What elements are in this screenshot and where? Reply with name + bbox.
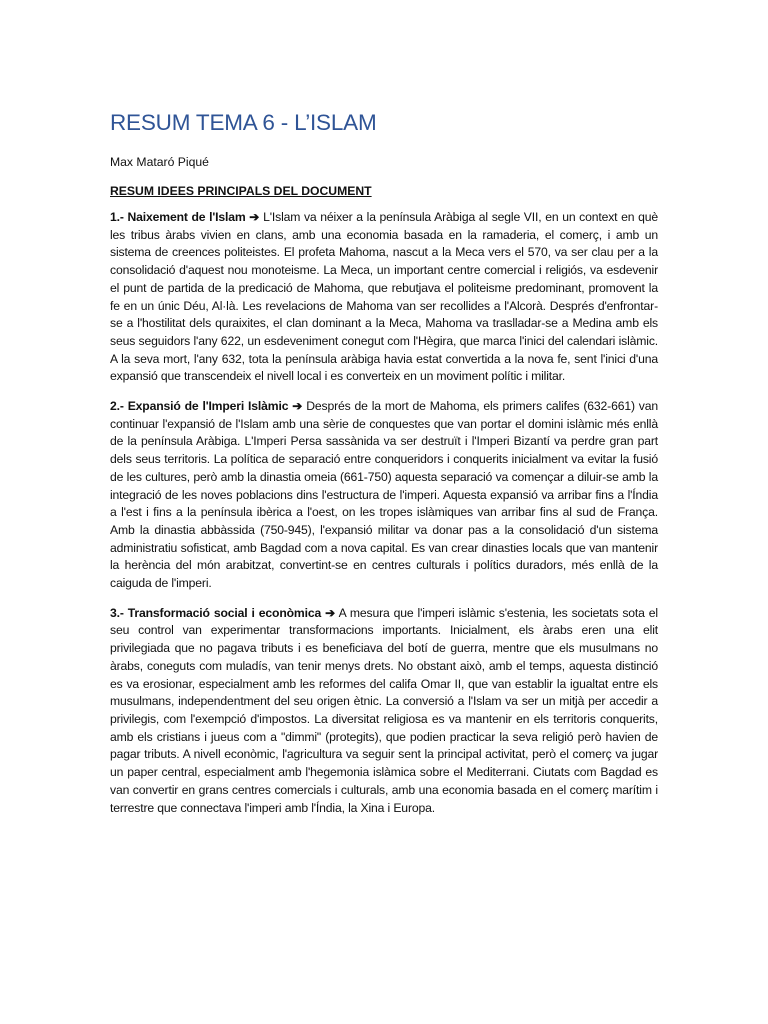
arrow-icon: ➔ [292, 399, 303, 414]
author-name: Max Mataró Piqué [110, 155, 209, 169]
paragraph-text: L'Islam va néixer a la península Aràbiga al segle VII, en un context en què les tribus àrabs vivien en clans, amb una economia basada en la ramaderia, el comerç, i amb un sistema de creences politeistes. El profeta Mahoma, nascut a la Meca vers el 570, va ser clau per a la consolidació d'aquest nou monoteisme. La Meca, un important centre comercial i religiós, va esdevenir el punt de partida de la predicació de Mahoma, que rebutjava el politeisme predominant, promovent la fe en un únic Déu, Al·là. Les revelacions de Mahoma van ser recollides a l'Alcorà. Després d'enfrontar-se a l'hostilitat dels quraixites, el clan dominant a la Meca, Mahoma va traslladar-se a Medina amb els seus seguidors l'any 622, un esdeveniment conegut com l'Hègira, que marca l'inici del calendari islàmic. A la seva mort, l'any 632, tota la península aràbiga havia estat convertida a la nova fe, sent l'inici d'una expansió que transcendeix el nivell local i es converteix en un moviment polític i militar. [110, 210, 659, 384]
document-title: RESUM TEMA 6 - L’ISLAM [110, 110, 377, 135]
document-page [110, 108, 658, 829]
paragraph-naixement [110, 209, 658, 386]
paragraph-text: A mesura que l'imperi islàmic s'estenia, les societats sota el seu control van experimentar transformacions importants. Inicialment, els àrabs eren una elit privilegiada que no pagava tributs i es beneficiava del botí de guerra, mentre que els musulmans no àrabs, coneguts com muladís, van tenir menys drets. No obstant això, amb el temps, aquesta distinció es va erosionar, especialment amb les reformes del califa Omar II, que van establir la igualtat entre els musulmans, independentment del seu origen ètnic. La conversió a l'Islam va ser un mitjà per accedir a privilegis, com l'exempció d'impostos. La diversitat religiosa es va mantenir en els territoris conquerits, amb els cristians i jueus com a "dimmi" (protegits), que podien practicar la seva religió però havien de pagar tributs. A nivell econòmic, l'agricultura va seguir sent la principal activitat, però el comerç va jugar un paper central, especialment amb l'hegemonia islàmica sobre el Mediterrani. Ciutats com Bagdad es van convertir en grans centres comercials i culturals, amb una economia basada en el comerç marítim i terrestre que connectava l'imperi amb l'Índia, la Xina i Europa. [110, 605, 658, 815]
section-heading: RESUM IDEES PRINCIPALS DEL DOCUMENT [110, 184, 372, 198]
paragraph-text: Després de la mort de Mahoma, els primers califes (632-661) van continuar l'expansió de l'Islam amb una sèrie de conquestes que van portar el domini islàmic més enllà de la península Aràbiga. L'Imperi Persa sassànida va ser destruït i l'Imperi Bizantí va perdre gran part dels seus territoris. La política de separació entre conqueridors i conquerits inicialment va evitar la fusió de les cultures, però amb la dinastia omeia (661-750) aquesta separació va començar a diluir-se amb la integració de les noves poblacions dins l'estructura de l'imperi. Aquesta expansió va arribar fins a l'Índia a l'est i fins a la península ibèrica a l'oest, on les tropes islàmiques van arribar fins al sud de França. Amb la dinastia abbàssida (750-945), l'expansió militar va donar pas a la consolidació d'un sistema administratiu sofisticat, amb Bagdad com a nova capital. Es van crear dinasties locals que van mantenir la herència del món arabitzat, convertint-se en centres culturals i polítics duradors, més enllà de la caiguda de l'imperi. [110, 399, 658, 591]
arrow-icon: ➔ [249, 210, 260, 224]
paragraph-transformacio [110, 605, 658, 817]
arrow-icon: ➔ [325, 605, 336, 620]
paragraph-heading: 3.- Transformació social i econòmica [110, 605, 322, 620]
paragraph-heading: 2.- Expansió de l'Imperi Islàmic [110, 399, 289, 414]
paragraph-heading: 1.- Naixement de l'Islam [110, 210, 246, 224]
paragraph-expansio [110, 398, 658, 593]
